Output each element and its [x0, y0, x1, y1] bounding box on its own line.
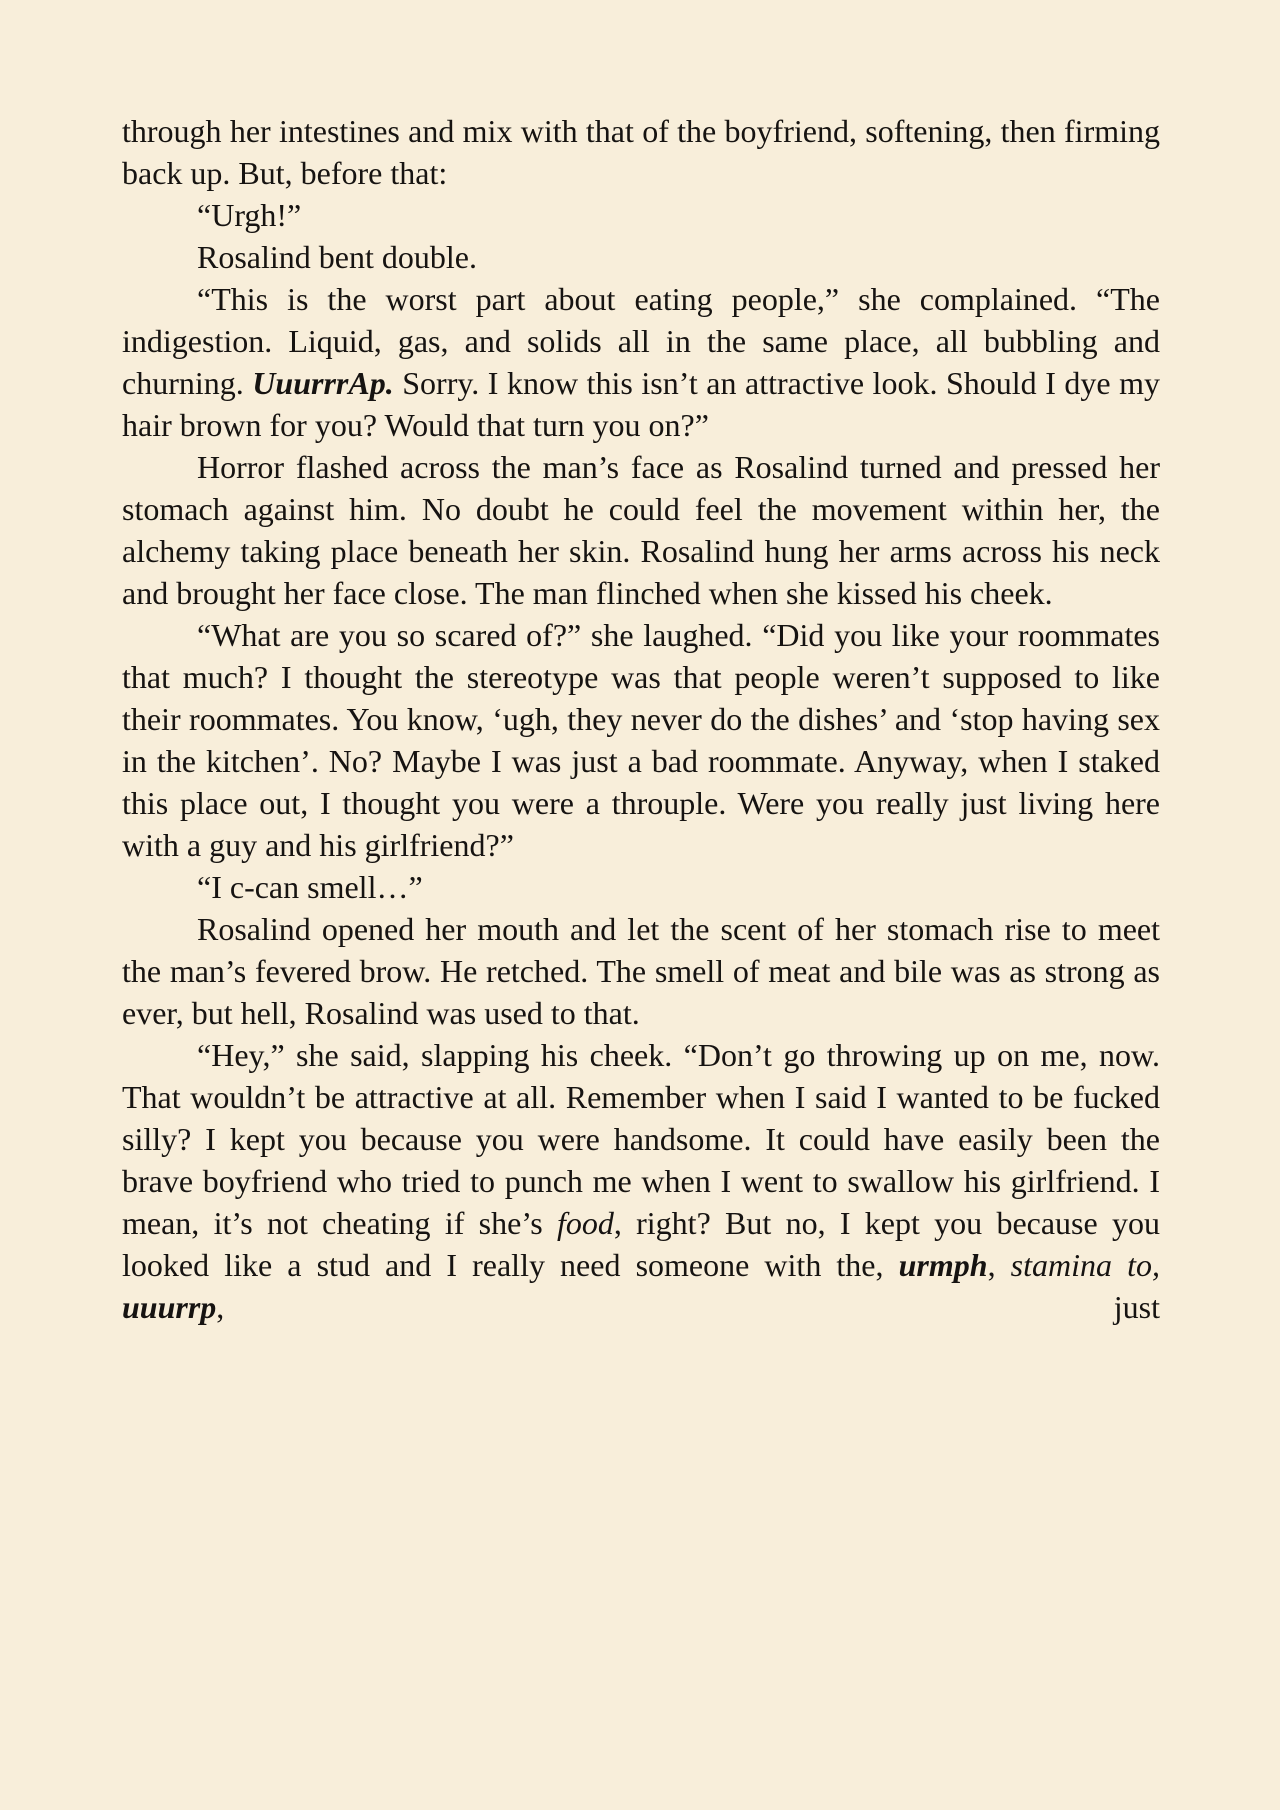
paragraph: [122, 908, 1160, 1034]
paragraph: [122, 110, 1160, 194]
paragraph: [122, 866, 1160, 908]
text-run: “This is the worst part about eating people,” she complained. “The indigestion. Liquid, gas, and solids all in the same place, all bubbling and churning.: [122, 281, 1160, 401]
text-run: “I c-can smell…”: [197, 869, 423, 905]
emphasis-run: stamina to,: [1010, 1247, 1161, 1283]
emphasis-run: urmph: [898, 1247, 988, 1283]
text-run: “What are you so scared of?” she laughed. “Did you like your roommates that much? I thought the stereotype was that people weren’t supposed to like their roommates. You know, ‘ugh, they never do the dishes’ and ‘stop having sex in the kitchen’. No? Maybe I was just a bad roommate. Anyway, when I staked this place out, I thought you were a throuple. Were you really just living here with a guy and his girlfriend?”: [122, 617, 1160, 863]
emphasis-run: uuurrp: [122, 1289, 217, 1325]
text-run: , right? But no, I kept you because you looked like a stud and I really need someone with the,: [122, 1205, 1161, 1283]
paragraph: [122, 614, 1160, 866]
text-run: “Hey,” she said, slapping his cheek. “Don’t go throwing up on me, now. That wouldn’t be attractive at all. Remember when I said I wanted to be fucked silly? I kept you because you were handsome. It could have easily been the brave boyfriend who tried to punch me when I went to swallow his girlfriend. I mean, it’s not cheating if she’s: [122, 1037, 1160, 1241]
text-run: Rosalind bent double.: [197, 239, 477, 275]
text-run: Horror flashed across the man’s face as Rosalind turned and pressed her stomach against him. No doubt he could feel the movement within her, the alchemy taking place beneath her skin. Rosalind hung her arms across his neck and brought her face close. The man flinched when she kissed his cheek.: [122, 449, 1160, 611]
text-run: ,: [987, 1247, 1011, 1283]
text-run: “Urgh!”: [197, 197, 302, 233]
text-run: through her intestines and mix with that of the boyfriend, softening, then firming back up. But, before that:: [122, 113, 1160, 191]
paragraph: [122, 236, 1160, 278]
paragraph: [122, 446, 1160, 614]
paragraph: [122, 194, 1160, 236]
emphasis-run: food: [556, 1205, 614, 1241]
page-text: [122, 110, 1160, 1328]
text-run: , just: [216, 1289, 1160, 1325]
emphasis-run: UuurrrAp.: [252, 365, 394, 401]
paragraph: [122, 278, 1160, 446]
paragraph: [122, 1034, 1160, 1328]
text-run: Sorry. I know this isn’t an attractive look. Should I dye my hair brown for you? Would that turn you on?”: [122, 365, 1161, 443]
text-run: Rosalind opened her mouth and let the scent of her stomach rise to meet the man’s fevered brow. He retched. The smell of meat and bile was as strong as ever, but hell, Rosalind was used to that.: [122, 911, 1160, 1031]
